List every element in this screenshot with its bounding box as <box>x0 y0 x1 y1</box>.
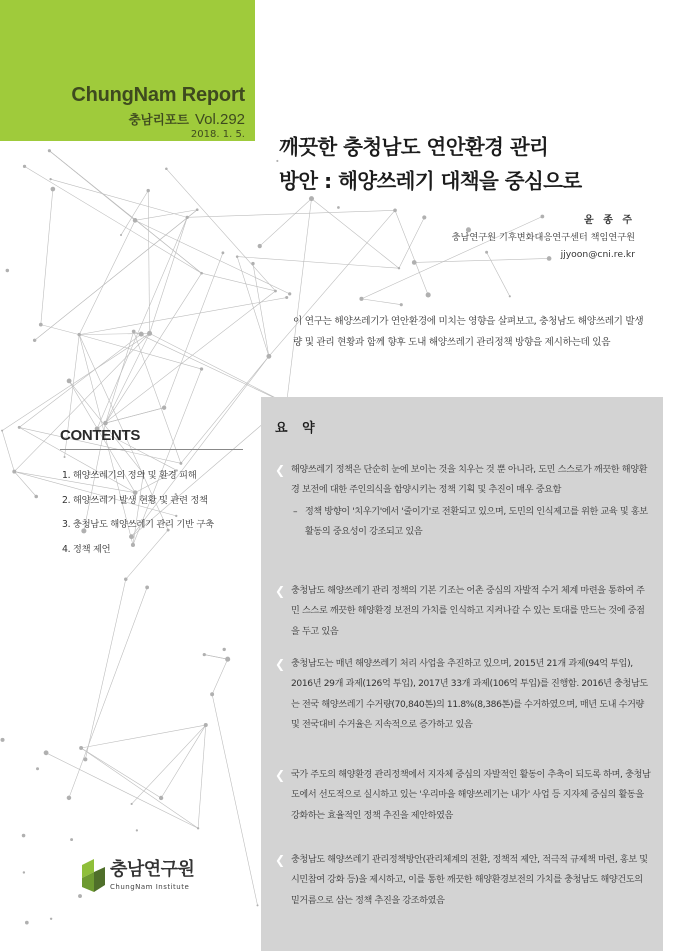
summary-bullet <box>275 654 651 735</box>
page-title <box>279 130 582 198</box>
summary-sub-bullet-text: 정책 방향이 '치우기'에서 '줄이기'로 전환되고 있으며, 도민의 인식제고를 위한 교육 및 홍보 활동의 중요성이 강조되고 있음 <box>305 506 648 537</box>
author-email: jjyoon@cni.re.kr <box>560 249 635 260</box>
summary-bullet-text: 국가 주도의 해양환경 관리정책에서 지자체 중심의 자발적인 활동이 추축이 되도록 하며, 충청남도에서 선도적으로 실시하고 있는 '우리마을 해양쓰레기는 내가' 사업 등 지자체 중심의 활동을 강화하는 효율적인 정책 추진을 제안하였음 <box>291 770 651 821</box>
institute-logo <box>80 855 280 901</box>
institute-name-english: ChungNam Institute <box>110 883 190 891</box>
contents-item: 4. 정책 제언 <box>62 544 111 556</box>
author-block <box>452 212 635 263</box>
author-name: 윤 종 주 <box>584 215 635 226</box>
contents-item: 3. 충청남도 해양쓰레기 관리 기반 구축 <box>62 519 214 531</box>
report-korean-name: 충남리포트 <box>128 112 189 127</box>
author-affiliation: 충남연구원 기후변화대응연구센터 책임연구원 <box>451 232 635 243</box>
summary-bullet-text: 충청남도 해양쓰레기 관리정책방안(관리체계의 전환, 정책적 제안, 적극적 규제책 마련, 홍보 및 시민참여 강화 등)을 제시하고, 이를 통한 깨끗한 해양환경보전의 가치를 충청남도 해양건도의 밑거름으로 삼는 정책 추진을 강조하였음 <box>291 855 648 906</box>
summary-heading: 요 약 <box>275 421 320 436</box>
dash-icon: – <box>293 506 298 517</box>
summary-bullet-text: 해양쓰레기 정책은 단순히 눈에 보이는 것을 치우는 것 뿐 아니라, 도민 스스로가 깨끗한 해양환경 보전에 대한 주인의식을 함양시키는 정책 기획 및 추진이 매우 중요함 <box>291 465 648 496</box>
institute-name-korean: 충남연구원 <box>110 859 195 880</box>
page-title-line-1: 깨끗한 충청남도 연안환경 관리 <box>279 135 549 159</box>
chevron-left-icon: ❮ <box>275 463 285 477</box>
report-volume: Vol.292 <box>194 111 245 128</box>
summary-bullet <box>275 850 651 911</box>
intro-paragraph: 이 연구는 해양쓰레기가 연안환경에 미치는 영향을 살펴보고, 충청남도 해양쓰레기 발생량 및 관리 현황과 함께 향후 도내 해양쓰레기 관리정책 방향을 제시하는데 있음 <box>293 316 644 348</box>
report-volume-line <box>0 110 245 128</box>
contents-item: 2. 해양쓰레기 발생 현황 및 관련 정책 <box>62 494 208 506</box>
contents-list <box>62 464 214 563</box>
summary-bullet <box>275 581 651 642</box>
chevron-left-icon: ❮ <box>275 768 285 782</box>
chevron-left-icon: ❮ <box>275 584 285 598</box>
report-date: 2018. 1. 5. <box>190 129 245 140</box>
contents-divider <box>60 449 243 450</box>
summary-bullet-text: 충청남도는 매년 해양쓰레기 처리 사업을 추진하고 있으며, 2015년 21개 과제(94억 투입), 2016년 29개 과제(126억 투입), 2017년 33개 과제(106억 투입)를 진행함. 2016년 충청남도는 전국 해양쓰레기 수거량(70,840톤)의 11.8%(8,386톤)를 수거하였으며, 매년 도내 수거량 및 전국대비 수거율은 지속적으로 증가하고 있음 <box>291 659 648 730</box>
summary-panel <box>261 397 663 951</box>
chevron-left-icon: ❮ <box>275 853 285 867</box>
report-series-title: ChungNam Report <box>71 84 245 106</box>
page-title-line-2: 방안 : 해양쓰레기 대책을 중심으로 <box>279 169 582 193</box>
summary-sub-bullet <box>291 502 651 543</box>
summary-bullet <box>275 765 651 826</box>
contents-item: 1. 해양쓰레기의 정의 및 환경 피해 <box>62 470 197 481</box>
contents-heading: CONTENTS <box>60 427 141 444</box>
summary-bullet <box>275 460 651 542</box>
institute-emblem-icon <box>80 859 106 893</box>
summary-bullet-text: 충청남도 해양쓰레기 관리 정책의 기본 기조는 어촌 중심의 자발적 수거 체계 마련을 통하여 주민 스스로 깨끗한 해양환경 보전의 가치를 인식하고 지켜나갈 수 있는 토대를 만드는 것에 중점을 두고 있음 <box>291 586 645 637</box>
chevron-left-icon: ❮ <box>275 657 285 671</box>
